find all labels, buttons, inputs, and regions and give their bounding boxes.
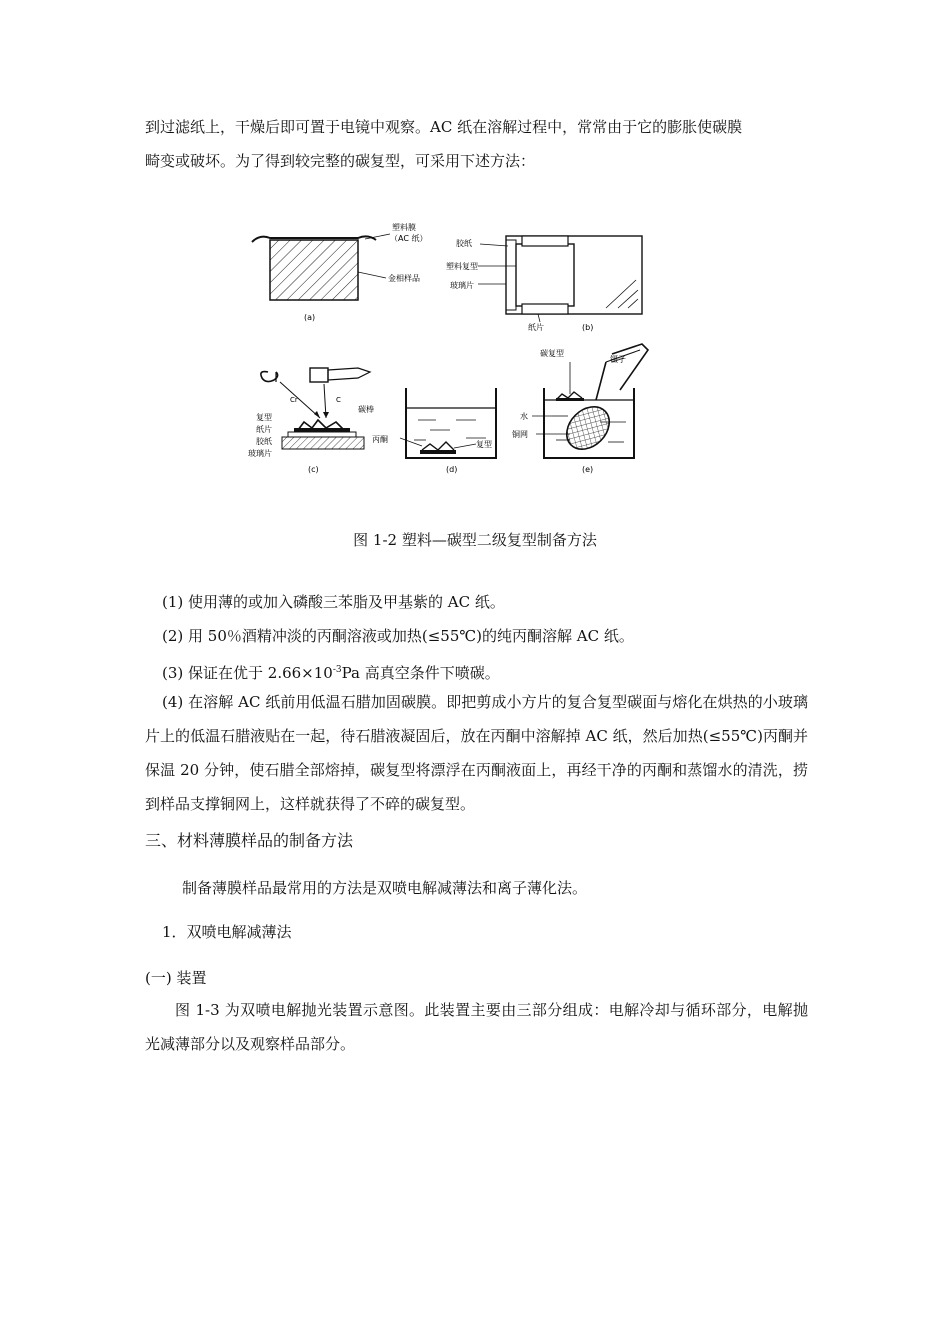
panel-e	[512, 344, 648, 474]
c-replica-label: 复型	[256, 413, 272, 422]
c-c-label: C	[336, 396, 341, 404]
figure-caption: 图 1-2 塑料—碳型二级复型制备方法	[353, 531, 597, 549]
c-glass-label: 玻璃片	[248, 449, 272, 458]
intro-line-1: 到过滤纸上，干燥后即可置于电镜中观察。AC 纸在溶解过程中，常常由于它的膨胀使碳膜	[145, 118, 743, 136]
figure-diagram	[240, 222, 680, 492]
a-sample-label: 金相样品	[388, 274, 420, 283]
e-water-label: 水	[520, 412, 528, 421]
method-3-post: Pa 高真空条件下喷碳。	[341, 664, 500, 682]
method-2: (2) 用 50％酒精冲淡的丙酮溶液或加热(≤55℃)的纯丙酮溶解 AC 纸。	[162, 627, 634, 645]
panel-a	[252, 222, 427, 322]
b-paper-label: 纸片	[528, 323, 544, 332]
panel-b	[446, 236, 642, 332]
subsection-1-title: 1．双喷电解减薄法	[162, 923, 292, 941]
a-film-label-2: （AC 纸）	[390, 234, 428, 243]
section-3-intro: 制备薄膜样品最常用的方法是双喷电解减薄法和离子薄化法。	[182, 879, 588, 897]
a-tag: (a)	[304, 313, 316, 322]
e-carbon-label: 碳复型	[540, 349, 564, 358]
figure-1-2	[240, 222, 680, 492]
method-1: (1) 使用薄的或加入磷酸三苯脂及甲基紫的 AC 纸。	[162, 593, 505, 611]
method-3-exponent: -3	[332, 665, 342, 675]
d-acetone-label: 丙酮	[372, 435, 388, 444]
d-replica-label: 复型	[476, 440, 492, 449]
b-glass-label: 玻璃片	[450, 281, 474, 290]
a-film-label: 塑料膜	[392, 223, 416, 232]
intro-line-2: 畸变或破坏。为了得到较完整的碳复型，可采用下述方法：	[145, 152, 536, 170]
b-replica-label: 塑料复型	[446, 262, 478, 271]
c-rod-label: 碳棒	[358, 405, 374, 414]
item-1-title: (一) 装置	[145, 969, 207, 987]
b-tape-label: 胶纸	[456, 239, 472, 248]
d-tag: (d)	[446, 465, 458, 474]
e-grid-label: 铜网	[512, 430, 528, 439]
method-3	[162, 660, 500, 683]
panel-c	[248, 368, 374, 474]
c-cr-label: Cr	[290, 396, 298, 404]
panel-d	[372, 388, 496, 474]
section-3-paragraph: 图 1-3 为双喷电解抛光装置示意图。此装置主要由三部分组成：电解冷却与循环部分，电解抛光减薄部分以及观察样品部分。	[145, 1001, 808, 1053]
section-3-title: 三、材料薄膜样品的制备方法	[145, 831, 354, 850]
c-paper-label: 纸片	[256, 425, 272, 434]
b-tag: (b)	[582, 323, 594, 332]
e-tweezers-label: 镊子	[610, 355, 626, 364]
c-tape-label: 胶纸	[256, 437, 272, 446]
c-tag: (c)	[308, 465, 319, 474]
e-tag: (e)	[582, 465, 594, 474]
method-3-pre: (3) 保证在优于 2.66×10	[162, 664, 333, 682]
method-4: (4) 在溶解 AC 纸前用低温石腊加固碳膜。即把剪成小方片的复合复型碳面与熔化在烘热的小玻璃片上的低温石腊液贴在一起，待石腊液凝固后，放在丙酮中溶解掉 AC 纸，然后加热(≤55℃)丙酮并保温 20 分钟，使石腊全部熔掉，碳复型将漂浮在丙酮液面上，再经干净的丙酮和蒸馏水的清洗，捞到样品支撑铜网上，这样就获得了不碎的碳复型。	[145, 693, 808, 813]
